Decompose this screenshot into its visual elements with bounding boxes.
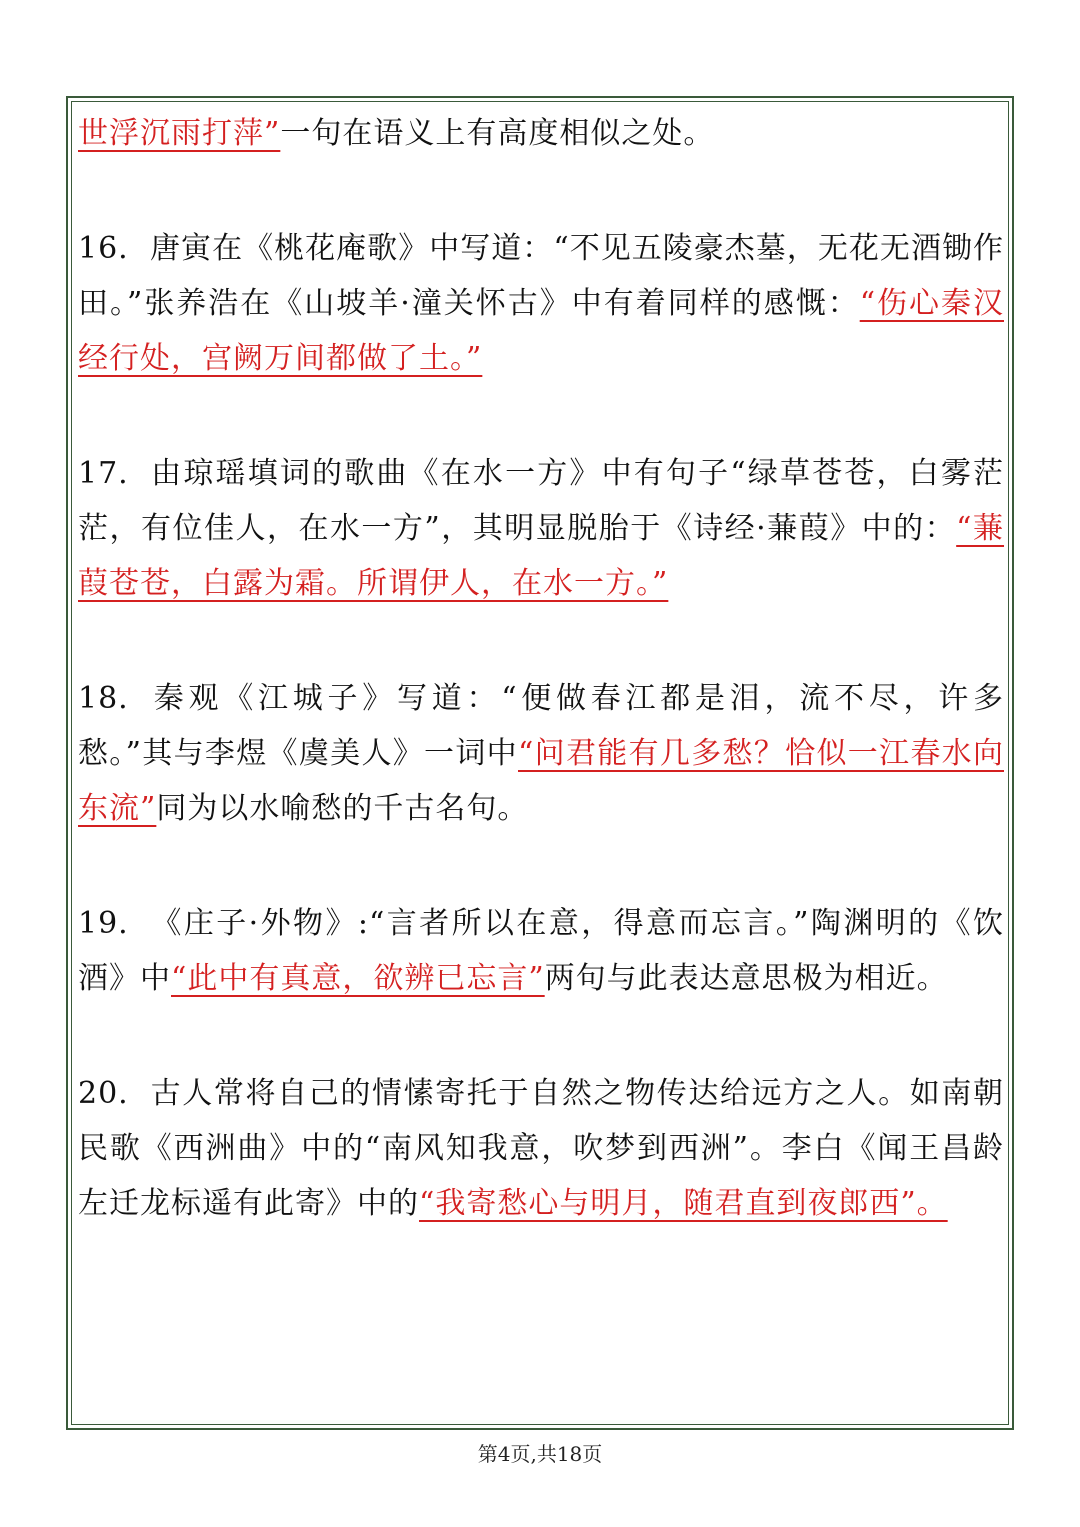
answer-text: 世浮沉雨打萍” [78, 116, 281, 151]
item-number: 17. [78, 456, 129, 491]
answer-text: “此中有真意，欲辨已忘言” [171, 961, 545, 996]
question-text: 秦观《江城子》写道：“便做春江都是泪，流不尽，许多愁。”其与李煜《虞美人》一词中 [78, 681, 1004, 771]
question-text: 一句在语义上有高度相似之处。 [280, 116, 715, 151]
item-17 [78, 446, 1004, 611]
item-number: 16. [78, 231, 129, 266]
item-number: 18. [78, 681, 129, 716]
answer-text: “蒹葭苍苍，白露为霜。所谓伊人，在水一方。” [78, 511, 1005, 601]
answer-text: “伤心秦汉经行处，宫阙万间都做了土。” [78, 286, 1004, 376]
question-text: 由琼瑶填词的歌曲《在水一方》中有句子“绿草苍苍，白雾茫茫，有位佳人，在水一方”，其明显脱胎于《诗经·蒹葭》中的： [78, 456, 1004, 546]
item-15-continued [78, 106, 1004, 161]
answer-text: “问君能有几多愁？恰似一江春水向东流” [78, 736, 1004, 826]
item-20 [78, 1066, 1004, 1231]
document-body [78, 106, 1004, 1231]
item-19 [78, 896, 1004, 1006]
item-16 [78, 221, 1004, 386]
question-text: 《庄子·外物》:“言者所以在意，得意而忘言。”陶渊明的《饮酒》中 [78, 906, 1004, 996]
question-text-after: 两句与此表达意思极为相近。 [544, 961, 948, 996]
item-number: 20. [78, 1076, 129, 1111]
item-number: 19. [78, 906, 129, 941]
answer-text: “我寄愁心与明月，随君直到夜郎西”。 [419, 1186, 948, 1221]
item-18 [78, 671, 1004, 836]
question-text: 唐寅在《桃花庵歌》中写道：“不见五陵豪杰墓，无花无酒锄作田。”张养浩在《山坡羊·潼关怀古》中有着同样的感慨： [78, 231, 1004, 321]
question-text-after: 同为以水喻愁的千古名句。 [156, 791, 529, 826]
question-text: 古人常将自己的情愫寄托于自然之物传达给远方之人。如南朝民歌《西洲曲》中的“南风知我意，吹梦到西洲”。李白《闻王昌龄左迁龙标遥有此寄》中的 [78, 1076, 1004, 1221]
page-footer: 第4页,共18页 [477, 1442, 603, 1466]
